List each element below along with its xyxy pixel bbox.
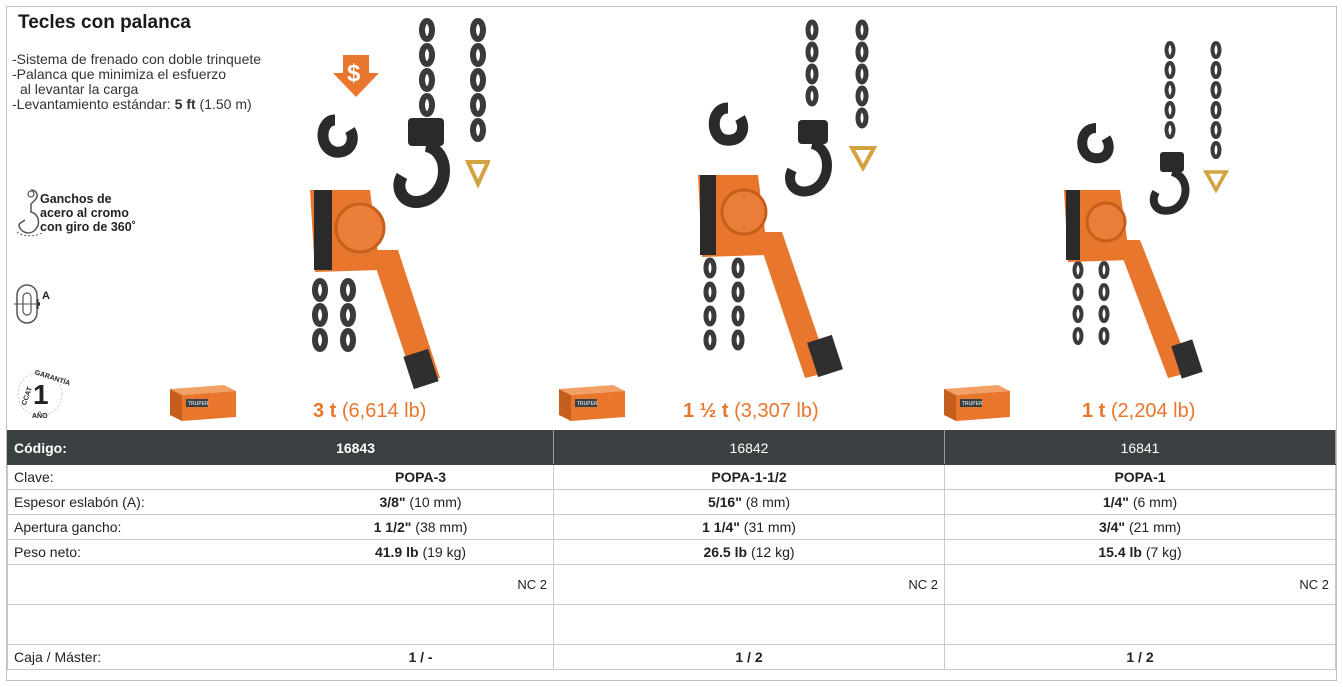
- warranty-number: 1: [33, 379, 49, 410]
- cell-bold: POPA-1-1/2: [711, 469, 787, 485]
- hoist-illustration-3t: [290, 0, 490, 400]
- feature-item-lift: [12, 97, 261, 112]
- cell-rest: (10 mm): [405, 494, 462, 510]
- capacity-pounds: (3,307 lb): [728, 400, 819, 422]
- spec-table: [7, 430, 1336, 670]
- cell-bold: 1 1/4": [702, 519, 740, 535]
- warranty-seal: [14, 364, 74, 424]
- box-brand: TRUPER: [188, 401, 209, 407]
- hook-note-line: Ganchos de: [40, 192, 112, 206]
- feature-list: [12, 52, 261, 112]
- cell-rest: (7 kg): [1141, 544, 1182, 560]
- blank-row: [8, 605, 1336, 645]
- nc-cell: NC 2: [554, 565, 945, 605]
- price-symbol: $: [347, 60, 361, 87]
- cell-bold: 15.4 lb: [1098, 544, 1142, 560]
- hook-note-line: con giro de 360˚: [40, 220, 136, 234]
- box-brand: TRUPER: [962, 401, 983, 407]
- cell-bold: 3/8": [379, 494, 406, 510]
- link-thickness-label: A: [42, 290, 50, 302]
- link-thickness-icon: [14, 283, 54, 332]
- cell-rest: (6 mm): [1128, 494, 1178, 510]
- code-value: 16843: [336, 439, 375, 456]
- code-label-text: Código:: [14, 439, 67, 456]
- code-label: [8, 431, 554, 465]
- cell-rest: (8 mm): [741, 494, 791, 510]
- code-value: 16841: [945, 431, 1336, 465]
- hook-note: [17, 186, 177, 246]
- hook-note-text: [40, 192, 136, 234]
- table-row: [8, 490, 1336, 515]
- nc-row: [8, 565, 1336, 605]
- hoist-illustration-1-5t: [680, 0, 880, 400]
- master-row: [8, 645, 1336, 670]
- cell-bold: POPA-1: [1114, 469, 1166, 485]
- product-box-image-1t: [942, 383, 1012, 423]
- cell-rest: (12 kg): [747, 544, 795, 560]
- cell-rest: (38 mm): [411, 519, 468, 535]
- cell-bold: 1 1/2": [373, 519, 412, 535]
- capacity-tons: 1 ½ t: [683, 400, 729, 422]
- master-value: 1 / 2: [554, 645, 945, 670]
- cell-bold: 26.5 lb: [703, 544, 748, 560]
- capacity-tons: 1 t: [1082, 400, 1106, 422]
- nc-cell: NC 2: [8, 565, 554, 605]
- feature-item: -Palanca que minimiza el esfuerzo: [12, 66, 226, 82]
- feature-lift-value: 5 ft: [174, 96, 196, 112]
- row-label: Espesor eslabón (A):: [14, 494, 145, 510]
- product-box-image-3t: [168, 383, 238, 423]
- capacity-tons: 3 t: [313, 400, 337, 422]
- capacity-pounds: (2,204 lb): [1105, 400, 1196, 422]
- cell-rest: (19 kg): [418, 544, 467, 560]
- cell-bold: POPA-3: [394, 469, 447, 485]
- page-title: Tecles con palanca: [18, 12, 191, 33]
- nc-cell: NC 2: [945, 565, 1336, 605]
- feature-item: al levantar la carga: [20, 81, 139, 97]
- capacity-pounds: (6,614 lb): [336, 400, 427, 422]
- hook-note-line: acero al cromo: [40, 206, 129, 220]
- feature-item: -Sistema de frenado con doble trinquete: [12, 51, 262, 67]
- warranty-bottom-text: AÑO: [32, 413, 48, 420]
- row-label: Caja / Máster:: [14, 649, 102, 665]
- capacity-label-3t: [313, 400, 426, 423]
- cell-rest: (31 mm): [739, 519, 796, 535]
- capacity-label-1t: [1082, 400, 1195, 423]
- table-row: [8, 465, 1336, 490]
- hoist-illustration-1t: [1050, 0, 1240, 400]
- warranty-left-text: CCAT: [20, 386, 34, 407]
- box-brand: TRUPER: [577, 401, 598, 407]
- master-value: 1 / 2: [945, 645, 1336, 670]
- warranty-top-text: GARANTÍA: [33, 369, 71, 388]
- table-row: [8, 540, 1336, 565]
- row-label: Apertura gancho:: [14, 519, 122, 535]
- feature-lift-metric: (1.50 m): [195, 96, 252, 112]
- cell-rest: (21 mm): [1125, 519, 1182, 535]
- capacity-label-1-5t: [683, 400, 819, 423]
- table-row: [8, 515, 1336, 540]
- cell-bold: 5/16": [707, 494, 742, 510]
- product-box-image-1-5t: [557, 383, 627, 423]
- code-header-row: [8, 431, 1336, 465]
- row-label: Clave:: [14, 469, 54, 485]
- feature-lift-prefix: -Levantamiento estándar:: [12, 96, 175, 112]
- cell-bold: 3/4": [1098, 519, 1126, 535]
- master-value: 1 / -: [408, 649, 433, 665]
- cell-bold: 41.9 lb: [374, 544, 419, 560]
- cell-bold: 1/4": [1102, 494, 1129, 510]
- code-value: 16842: [554, 431, 945, 465]
- row-label: Peso neto:: [14, 544, 81, 560]
